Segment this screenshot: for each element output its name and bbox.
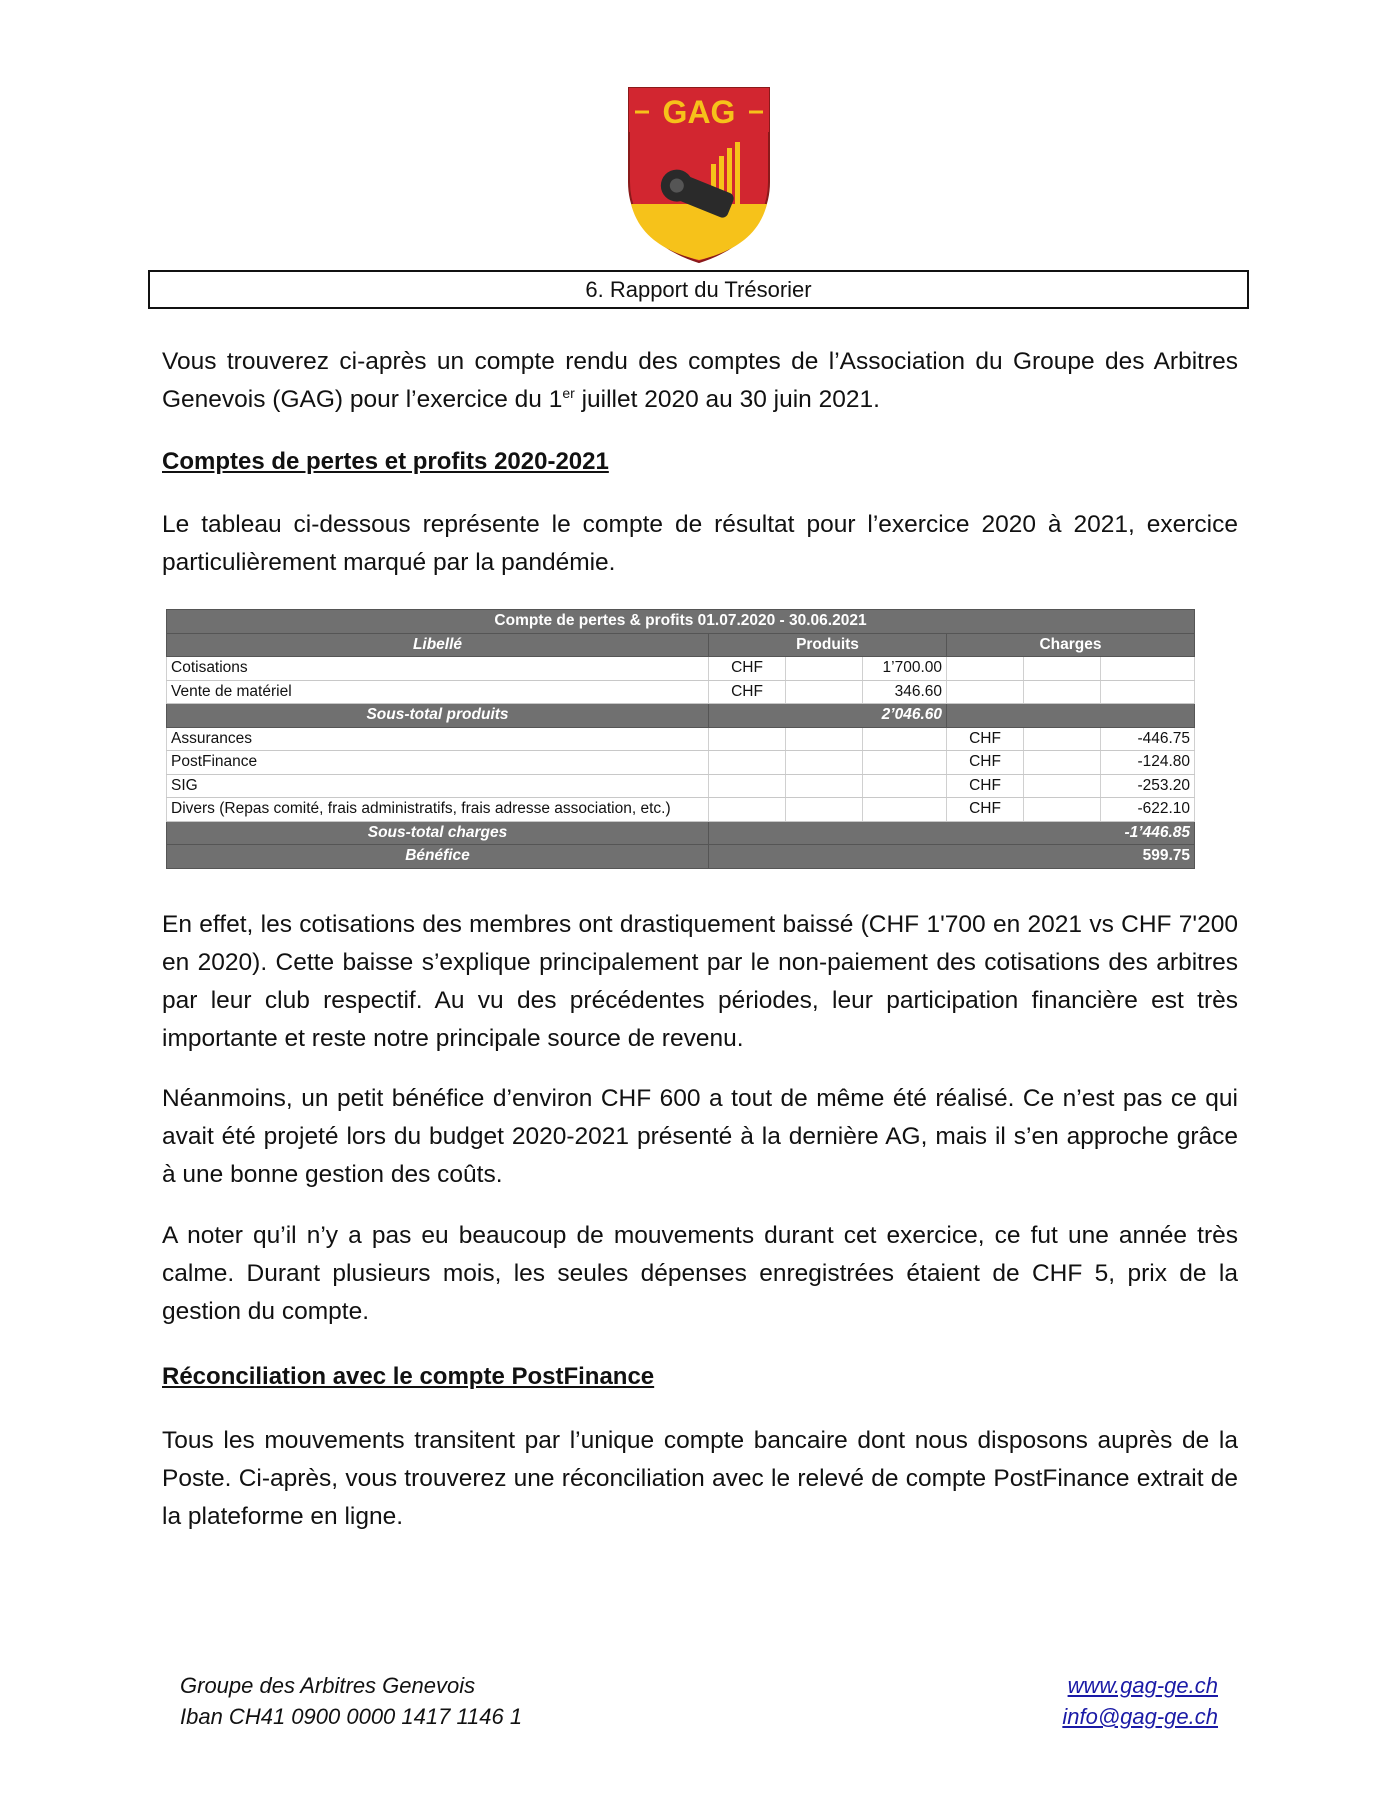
- footer-left: [180, 1670, 522, 1732]
- row-currency: CHF: [709, 657, 786, 681]
- subtotal-produits-amount: 2’046.60: [709, 704, 947, 728]
- row-amount: -622.10: [1101, 798, 1195, 822]
- subtotal-charges-label: Sous-total charges: [167, 821, 709, 845]
- row-amount: 346.60: [863, 680, 947, 704]
- benefice-label: Bénéfice: [167, 845, 709, 869]
- svg-text:GAG: GAG: [662, 94, 736, 130]
- subtotal-charges-amount: -1’446.85: [709, 821, 1195, 845]
- paragraph-effet: En effet, les cotisations des membres ont drastiquement baissé (CHF 1'700 en 2021 vs CHF 7'200 en 2020). Cette baisse s’explique principalement par le non-paiement des cotisations des arbitres par leur club respectif. Au vu des précédentes périodes, leur participation financière est très importante et reste notre principale source de revenu.: [162, 911, 1238, 1052]
- footer-org: Groupe des Arbitres Genevois: [180, 1673, 476, 1698]
- row-label: Divers (Repas comité, frais administratifs, frais adresse association, etc.): [167, 798, 709, 822]
- subtotal-produits-label: Sous-total produits: [167, 704, 709, 728]
- table-header-row: [167, 633, 1195, 657]
- row-amount: -124.80: [1101, 751, 1195, 775]
- row-currency: CHF: [947, 751, 1024, 775]
- footer-iban: Iban CH41 0900 0000 1417 1146 1: [180, 1704, 523, 1729]
- paragraph-neanmoins: Néanmoins, un petit bénéfice d’environ CHF 600 a tout de même été réalisé. Ce n’est pas ce qui avait été projeté lors du budget 2020-2021 présenté à la dernière AG, mais il s’en approche grâce à une bonne gestion des coûts.: [162, 1085, 1238, 1188]
- row-currency: CHF: [947, 774, 1024, 798]
- table-title: Compte de pertes & profits 01.07.2020 - 30.06.2021: [167, 610, 1195, 634]
- row-label: Assurances: [167, 727, 709, 751]
- section-title: 6. Rapport du Trésorier: [148, 270, 1249, 309]
- heading-reconciliation: Réconciliation avec le compte PostFinance: [162, 1363, 655, 1390]
- benefice-amount: 599.75: [709, 845, 1195, 869]
- table-intro-paragraph: Le tableau ci-dessous représente le compte de résultat pour l’exercice 2020 à 2021, exercice particulièrement marqué par la pandémie.: [162, 511, 1238, 576]
- row-currency: CHF: [709, 680, 786, 704]
- gag-logo: [625, 86, 773, 264]
- footer-website-link[interactable]: www.gag-ge.ch: [1067, 1673, 1218, 1698]
- table-title-row: [167, 610, 1195, 634]
- table-row: [167, 774, 1195, 798]
- row-currency: CHF: [947, 798, 1024, 822]
- table-row: [167, 798, 1195, 822]
- row-label: PostFinance: [167, 751, 709, 775]
- row-label: Cotisations: [167, 657, 709, 681]
- footer-email-link[interactable]: info@gag-ge.ch: [1062, 1704, 1218, 1729]
- heading-pertes-profits: Comptes de pertes et profits 2020-2021: [162, 448, 609, 475]
- header-produits: Produits: [709, 633, 947, 657]
- row-amount: -253.20: [1101, 774, 1195, 798]
- table-row: [167, 751, 1195, 775]
- row-label: Vente de matériel: [167, 680, 709, 704]
- footer-right: [1062, 1670, 1218, 1732]
- subtotal-produits-row: [167, 704, 1195, 728]
- subtotal-charges-row: [167, 821, 1195, 845]
- benefice-row: [167, 845, 1195, 869]
- paragraph-noter: A noter qu’il n’y a pas eu beaucoup de mouvements durant cet exercice, ce fut une année très calme. Durant plusieurs mois, les seules dépenses enregistrées étaient de CHF 5, prix de la gestion du compte.: [162, 1222, 1238, 1325]
- intro-paragraph: Vous trouverez ci-après un compte rendu des comptes de l’Association du Groupe des Arbitres Genevois (GAG) pour l’exercice du 1er juillet 2020 au 30 juin 2021.: [162, 348, 1238, 413]
- row-amount: 1’700.00: [863, 657, 947, 681]
- row-label: SIG: [167, 774, 709, 798]
- row-amount: -446.75: [1101, 727, 1195, 751]
- header-libelle: Libellé: [167, 633, 709, 657]
- table-row: [167, 680, 1195, 704]
- paragraph-postfinance: Tous les mouvements transitent par l’unique compte bancaire dont nous disposons auprès de la Poste. Ci-après, vous trouverez une réconciliation avec le relevé de compte PostFinance extrait de la plateforme en ligne.: [162, 1427, 1238, 1530]
- table-row: [167, 727, 1195, 751]
- header-charges: Charges: [947, 633, 1195, 657]
- profit-loss-table: [166, 609, 1195, 869]
- row-currency: CHF: [947, 727, 1024, 751]
- table-row: [167, 657, 1195, 681]
